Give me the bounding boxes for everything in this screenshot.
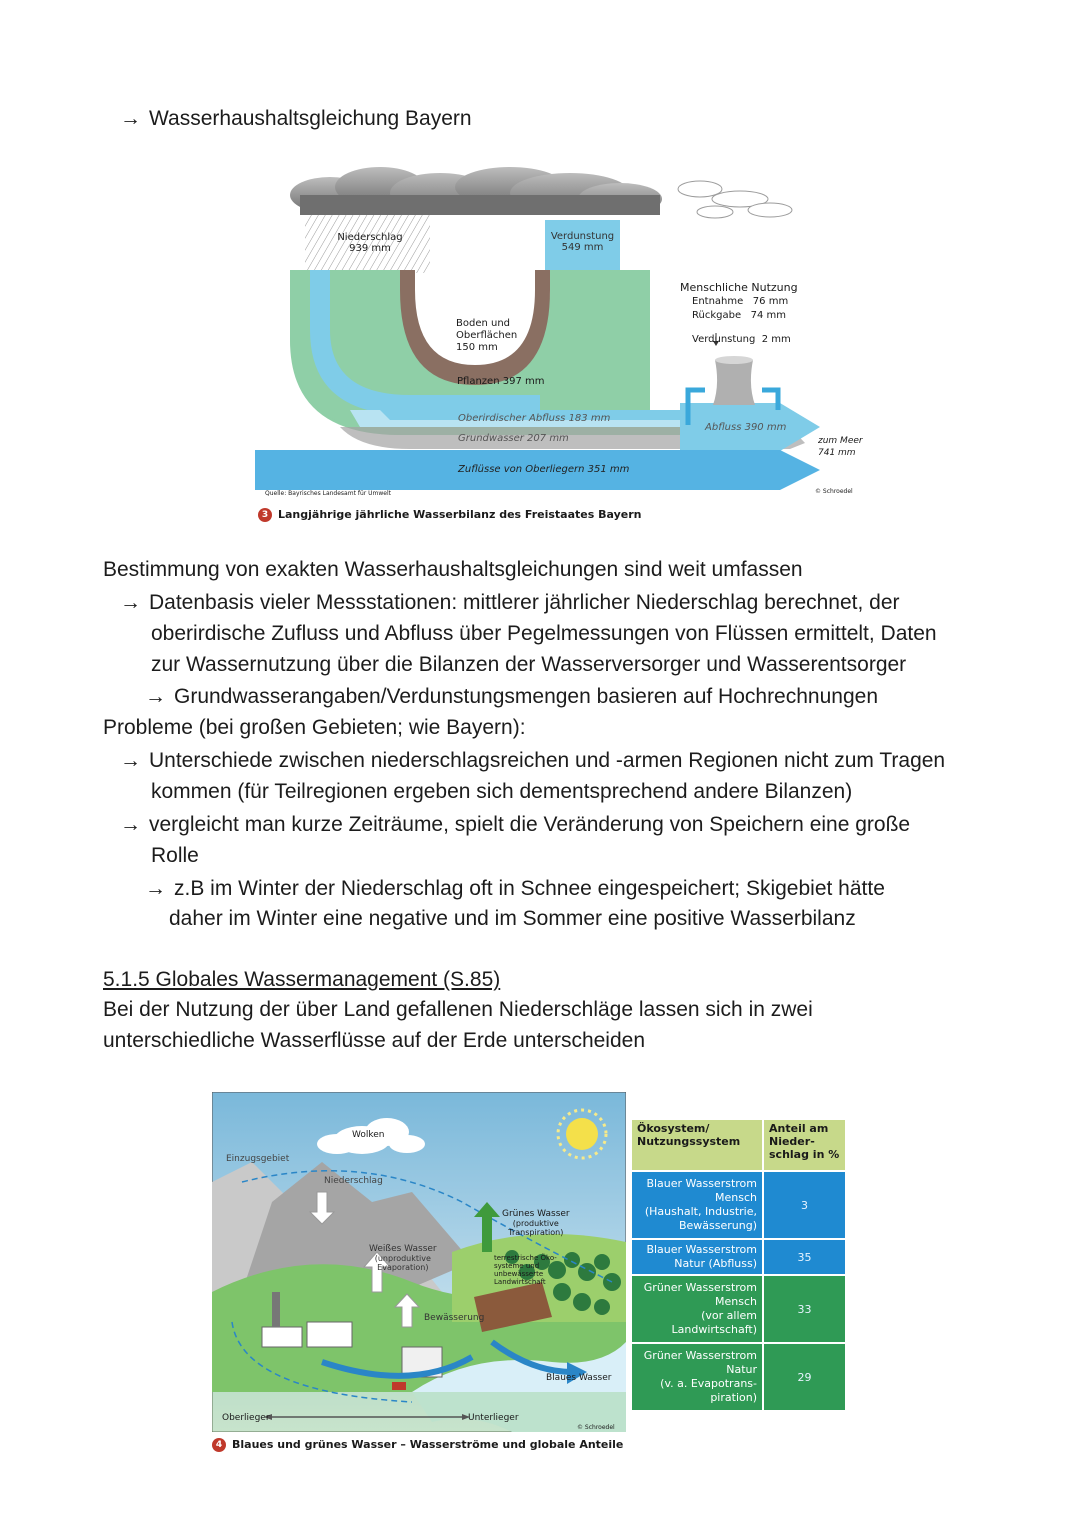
zufluesse-label: Zuflüsse von Oberliegern 351 mm (458, 464, 630, 475)
body-line-7: → Unterschiede zwischen niederschlagsreichen und -armen Regionen nicht zum Tragen (120, 749, 946, 772)
intro-line (120, 106, 472, 132)
table-cell: 35 (763, 1239, 846, 1275)
figure-water-balance-bavaria (250, 165, 870, 535)
grundwasser-label: Grundwasser 207 mm (458, 433, 569, 444)
rueckgabe-label: Rückgabe 74 mm (692, 310, 787, 321)
table-header-cell: Ökosystem/ Nutzungssystem (631, 1119, 763, 1171)
entnahme-label: Entnahme 76 mm (692, 296, 789, 307)
meer-label-1: zum Meer (818, 436, 863, 446)
body-line-6: Probleme (bei großen Gebieten; wie Bayern): (103, 716, 526, 739)
arrow-icon: → (120, 591, 141, 614)
body-line-8: kommen (für Teilregionen ergeben sich dementsprechend andere Bilanzen) (151, 780, 853, 803)
caption-number-badge: 3 (258, 508, 272, 522)
body-line-9: → vergleicht man kurze Zeiträume, spielt die Veränderung von Speichern eine große (120, 813, 911, 836)
arrow-icon: → (120, 749, 141, 772)
boden-label-1: Boden und (456, 318, 511, 329)
arrow-icon: → (145, 877, 166, 900)
section-line-1: Bei der Nutzung der über Land gefallenen Niederschläge lassen sich in zwei (103, 998, 813, 1021)
meer-label-2: 741 mm (818, 448, 856, 458)
body-line-12: daher im Winter eine negative und im Sommer eine positive Wasserbilanz (169, 907, 856, 930)
blaues-wasser-label: Blaues Wasser (546, 1373, 612, 1383)
weisses-wasser-label-3: Evaporation) (377, 1263, 429, 1272)
boden-label-3: 150 mm (456, 342, 498, 353)
table-cell: Blauer Wasserstrom Mensch (Haushalt, Industrie, Bewässerung) (631, 1171, 763, 1239)
table-row (631, 1239, 846, 1275)
section-line-2: unterschiedliche Wasserflüsse auf der Erde unterscheiden (103, 1029, 646, 1052)
nutzung-verdunstung-label: Verdunstung 2 mm (692, 334, 791, 345)
table-cell: Grüner Wasserstrom Mensch (vor allem Landwirtschaft) (631, 1275, 763, 1343)
boden-label-2: Oberflächen (456, 330, 518, 341)
body-line-10: Rolle (151, 844, 199, 867)
body-line-11: → z.B im Winter der Niederschlag oft in Schnee eingespeichert; Skigebiet hätte (145, 877, 885, 900)
table-cell: 33 (763, 1275, 846, 1343)
caption-number-badge: 4 (212, 1438, 226, 1452)
figure-blue-green-water (212, 1092, 626, 1432)
arrow-icon: → (120, 813, 141, 836)
table-row (631, 1171, 846, 1239)
figure4-caption (212, 1438, 623, 1452)
rain-cloud (290, 167, 662, 215)
terrestrische-label-2: systeme und (494, 1262, 540, 1270)
einzugsgebiet-label: Einzugsgebiet (226, 1154, 290, 1164)
niederschlag-label: Niederschlag (324, 1176, 383, 1186)
figure4-caption-text: Blaues und grünes Wasser – Wasserströme und globale Anteile (232, 1438, 624, 1451)
table-row (631, 1275, 846, 1343)
verdunstung-label: Verdunstung (550, 231, 615, 242)
water-share-table (630, 1118, 847, 1412)
wolken-label: Wolken (352, 1130, 385, 1140)
body-line-4: zur Wassernutzung über die Bilanzen der Wasserversorger und Wasserentsorger (151, 653, 907, 676)
verdunstung-value: 549 mm (561, 242, 604, 253)
intro-text: Wasserhaushaltsgleichung Bayern (149, 107, 472, 130)
table-header-cell: Anteil am Nieder- schlag in % (763, 1119, 846, 1171)
oberirdisch-label: Oberirdischer Abfluss 183 mm (458, 413, 611, 424)
weisses-wasser-label-1: Weißes Wasser (369, 1244, 437, 1254)
gruenes-wasser-label-3: Transpiration) (508, 1228, 564, 1237)
nutzung-title: Menschliche Nutzung (680, 281, 798, 294)
source-label: Quelle: Bayrisches Landesamt für Umwelt (265, 490, 391, 497)
oberlieger-label: Oberlieger (222, 1413, 270, 1423)
table-row (631, 1343, 846, 1411)
abfluss-label: Abfluss 390 mm (705, 422, 787, 433)
terrestrische-label-1: terrestrische Öko- (494, 1254, 557, 1262)
publisher-label: © Schroedel (815, 488, 853, 495)
table-header-row (631, 1119, 846, 1171)
niederschlag-label: Niederschlag (337, 232, 403, 243)
table-cell: 29 (763, 1343, 846, 1411)
body-line-3: oberirdische Zufluss und Abfluss über Pegelmessungen von Flüssen ermittelt, Daten (151, 622, 937, 645)
bewaesserung-label: Bewässerung (424, 1313, 485, 1323)
figure3-caption-text: Langjährige jährliche Wasserbilanz des Freistaates Bayern (278, 508, 642, 521)
body-line-1: Bestimmung von exakten Wasserhaushaltsgleichungen sind weit umfassen (103, 558, 803, 581)
body-line-5: → Grundwasserangaben/Verdunstungsmengen basieren auf Hochrechnungen (145, 685, 878, 708)
section-heading: 5.1.5 Globales Wassermanagement (S.85) (103, 968, 501, 991)
body-line-2: → Datenbasis vieler Messstationen: mittlerer jährlicher Niederschlag berechnet, der (120, 591, 900, 614)
table-cell: 3 (763, 1171, 846, 1239)
light-clouds (678, 181, 792, 218)
weisses-wasser-label-2: (unproduktive (374, 1254, 431, 1263)
niederschlag-value: 939 mm (349, 243, 391, 254)
publisher-label: © Schroedel (577, 1424, 615, 1431)
arrow-icon: → (145, 685, 166, 708)
pflanzen-label: Pflanzen 397 mm (457, 376, 545, 387)
terrestrische-label-3: unbewässerte (494, 1270, 544, 1278)
table-cell: Blauer Wasserstrom Natur (Abfluss) (631, 1239, 763, 1275)
unterlieger-label: Unterlieger (468, 1413, 519, 1423)
figure3-caption (258, 508, 641, 522)
table-cell: Grüner Wasserstrom Natur (v. a. Evapotrans- piration) (631, 1343, 763, 1411)
gruenes-wasser-label-2: (produktive (512, 1219, 559, 1228)
gruenes-wasser-label-1: Grünes Wasser (502, 1209, 570, 1219)
terrestrische-label-4: Landwirtschaft (494, 1278, 546, 1286)
arrow-icon: → (120, 107, 141, 130)
